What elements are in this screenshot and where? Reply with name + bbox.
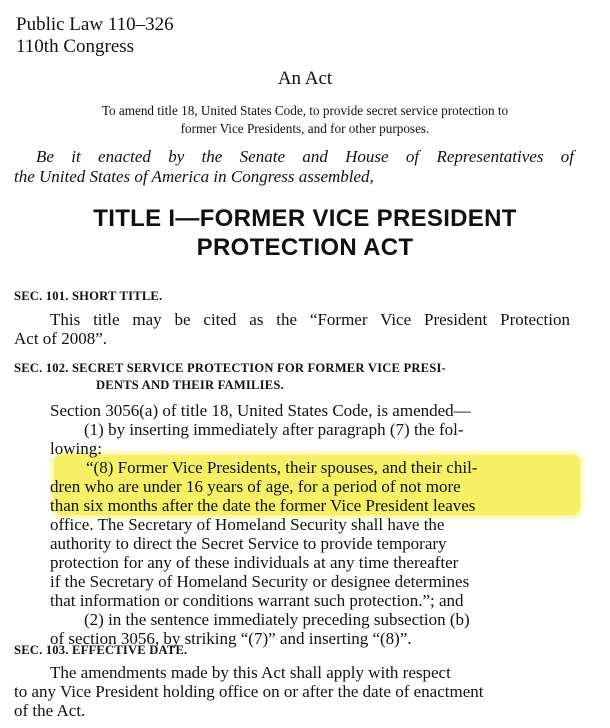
- text-line: “(8) Former Vice Presidents, their spouses, and their chil-: [86, 458, 478, 477]
- section-101-heading: SEC. 101. SHORT TITLE.: [14, 289, 163, 303]
- text-line: that information or conditions warrant such protection.”; and: [50, 591, 464, 610]
- text-line: protection for any of these individuals at any time thereafter: [50, 553, 459, 572]
- act-title: An Act: [277, 68, 333, 89]
- congress-number: 110th Congress: [16, 36, 135, 57]
- text-line: dren who are under 16 years of age, for a period of not more: [50, 477, 461, 496]
- enacting-line: the United States of America in Congress assembled,: [14, 167, 374, 186]
- text-line: of section 3056, by striking “(7)” and inserting “(8)”.: [50, 629, 412, 648]
- section-101-text: [14, 310, 570, 348]
- text-line: This title may be cited as the “Former Vice President Protection: [50, 310, 570, 329]
- purpose-line: To amend title 18, United States Code, to provide secret service protection to: [101, 103, 509, 118]
- text-line: if the Secretary of Homeland Security or designee determines: [50, 572, 470, 591]
- section-103-heading: SEC. 103. EFFECTIVE DATE.: [14, 643, 188, 657]
- text-line: Section 3056(a) of title 18, United States Code, is amended—: [50, 401, 471, 420]
- text-line: Act of 2008”.: [14, 329, 108, 348]
- act-purpose: [40, 102, 570, 138]
- law-number: Public Law 110–326: [16, 14, 174, 35]
- title-heading: [0, 204, 610, 262]
- text-line: office. The Secretary of Homeland Security shall have the: [50, 515, 445, 534]
- text-line: than six months after the date the former Vice President leaves: [50, 496, 476, 515]
- text-line: (2) in the sentence immediately preceding subsection (b): [84, 610, 470, 629]
- section-102-heading: [14, 360, 574, 394]
- title-heading-line: TITLE I—FORMER VICE PRESIDENT: [93, 205, 517, 232]
- purpose-line: former Vice Presidents, and for other purposes.: [180, 121, 430, 136]
- text-line: The amendments made by this Act shall apply with respect: [50, 663, 451, 682]
- text-line: (1) by inserting immediately after paragraph (7) the fol-: [84, 420, 464, 439]
- text-line: to any Vice President holding office on or after the date of enactment: [14, 682, 484, 701]
- enacting-line: Be it enacted by the Senate and House of Representatives of: [36, 147, 574, 166]
- text-line: lowing:: [50, 439, 102, 458]
- section-102-text: [50, 401, 572, 648]
- text-line: of the Act.: [14, 701, 86, 720]
- title-heading-line: PROTECTION ACT: [196, 234, 414, 261]
- enacting-clause: [14, 147, 574, 187]
- text-line: authority to direct the Secret Service to provide temporary: [50, 534, 447, 553]
- heading-line: DENTS AND THEIR FAMILIES.: [96, 378, 284, 392]
- section-103-text: [14, 663, 570, 720]
- heading-line: SEC. 102. SECRET SERVICE PROTECTION FOR FORMER VICE PRESI-: [14, 361, 446, 375]
